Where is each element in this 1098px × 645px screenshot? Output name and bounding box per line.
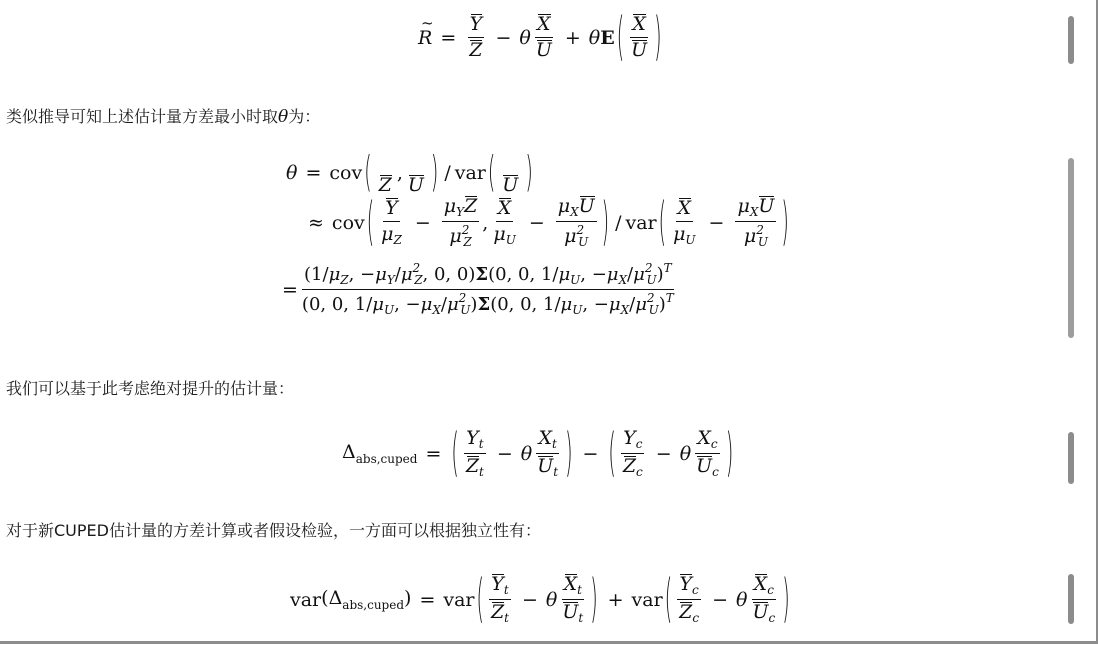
scrollbar-thumb-4[interactable] [1068,574,1074,624]
paragraph-variance-intro: 对于新CUPED估计量的方差计算或者假设检验，一方面可以根据独立性有： [6,521,541,540]
equation-theta-row2: ≈ cov ( $\frac{Y}{\mu_Z}$ − $\frac{\mu_YZ}{\mu^2_Z}$ , $\frac{X}{\mu_U}$ − $\frac{\mu_XU}{\mu^2_U}$ ) / var ( $\frac{X}{\mu_U}$ − $\frac{\mu_XU}{\mu^2_U}$ ) [308,193,789,253]
paragraph-theta-intro: 类似推导可知上述估计量方差最小时取θ为： [6,107,321,127]
paragraph-abs-estimator: 我们可以基于此考虑绝对提升的估计量： [6,379,295,398]
equation-theta-row3: = $\frac{(1/\mu_Z, -\mu_Y/\mu^2_Z, 0, 0)\Sigma(0, 0, 1/\mu_U, -\mu_X/\mu^2_U)^T}{(0, 0, 1/\mu_U, -\mu_X/\mu^2_U)\Sigma(0, 0, 1/\mu_U, -\mu_X/\mu^2_U)^T}$ [282,261,674,317]
scrollbar-thumb-3[interactable] [1068,432,1074,484]
scrollbar-thumb-2[interactable] [1068,158,1074,338]
equation-r-tilde: ~ R = $\frac{Y}{Z}$ − θ $\frac{X}{U}$ + θ E ( $\frac{X}{U}$ ) [418,14,664,62]
equation-var-delta: var $(\Delta_{abs,cuped})$ = var ( $\frac{Y_t}{Z_t}$ − θ $\frac{X_t}{U_t}$ ) + var ( $\frac{Y_c}{Z_c}$ − θ $\frac{X_c}{U_c}$ ) [290,570,790,630]
scrollbar-thumb-1[interactable] [1068,16,1074,64]
equation-delta-abs-cuped: $\Delta_{abs,cuped}$ = ( $\frac{Y_t}{Z_t}$ − θ $\frac{X_t}{U_t}$ ) − ( $\frac{Y_c}{Z_c}$ − θ $\frac{X_c}{U_c}$ ) [342,424,734,484]
equation-theta-row1: θ = cov ( Z , U ) / var ( U ) [286,149,533,198]
